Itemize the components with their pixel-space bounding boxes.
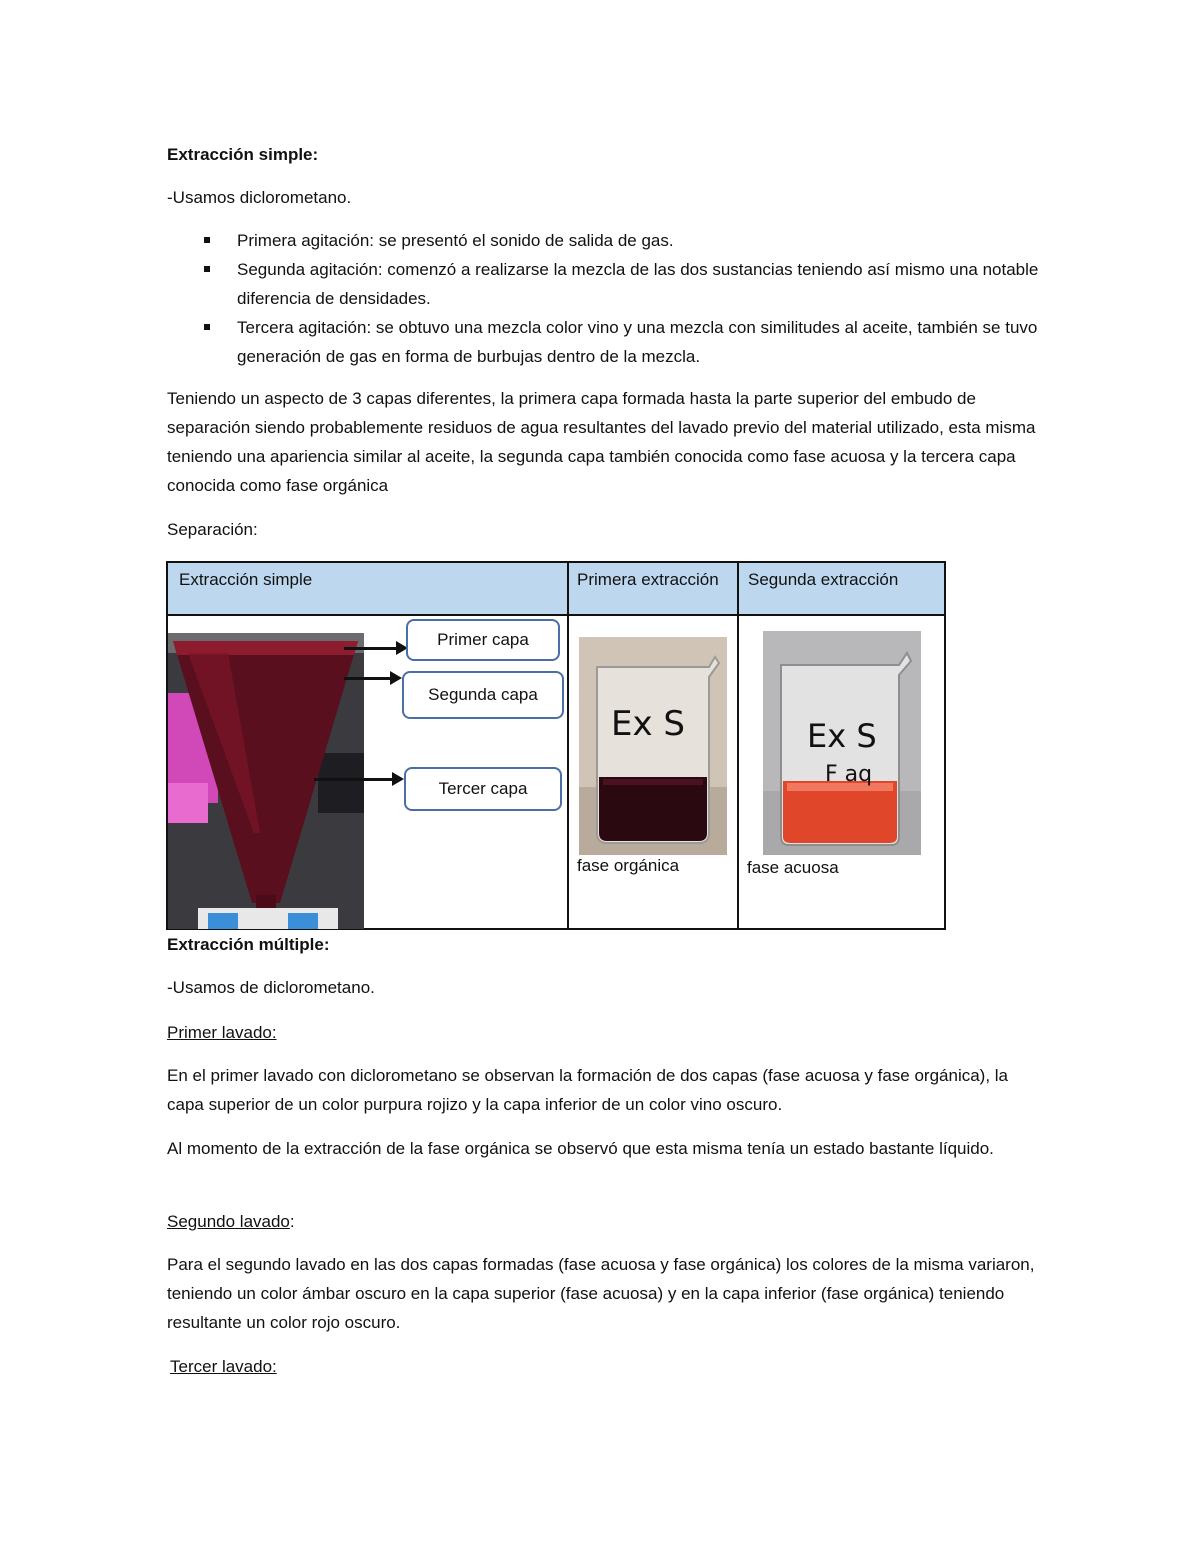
segundo-lavado-paragraph: Para el segundo lavado en las dos capas formadas (fase acuosa y fase orgánica) los colores de la misma variaron, teniendo un color ámbar oscuro en la capa superior (fase acuosa) y en la capa inferior (fase orgánica) teniendo resultante un color rojo oscuro.: [167, 1255, 1035, 1332]
column-divider: [567, 563, 569, 928]
caption-fase-organica: fase orgánica: [577, 856, 680, 875]
header-primera-extraccion: Primera extracción: [577, 570, 719, 589]
primer-lavado-paragraph-1: En el primer lavado con diclorometano se observan la formación de dos capas (fase acuosa y fase orgánica), la capa superior de un color purpura rojizo y la capa inferior de un color vino oscuro.: [167, 1066, 1009, 1114]
intro-line-2: -Usamos de diclorometano.: [167, 978, 375, 997]
agitation-list: [200, 226, 1060, 371]
separation-table: [166, 561, 946, 930]
primer-lavado-paragraph-2: Al momento de la extracción de la fase orgánica se observó que esta misma tenía un estado bastante líquido.: [167, 1139, 994, 1158]
square-bullet-icon: [204, 266, 210, 272]
beaker-organic-phase-photo: [579, 637, 727, 855]
square-bullet-icon: [204, 237, 210, 243]
beaker-illustration: [579, 637, 727, 855]
arrow-right-icon: [344, 677, 392, 680]
arrow-right-icon: [314, 778, 394, 781]
list-item: Tercera agitación: se obtuvo una mezcla color vino y una mezcla con similitudes al aceite, también se tuvo generación de gas en forma de burbujas dentro de la mezcla.: [200, 313, 1060, 371]
beaker-aqueous-phase-photo: [763, 631, 921, 855]
intro-line: -Usamos diclorometano.: [167, 188, 352, 207]
tercer-lavado-heading: Tercer lavado:: [170, 1357, 277, 1376]
beaker-label-text: Ex S: [611, 704, 685, 744]
layers-paragraph: Teniendo un aspecto de 3 capas diferentes, la primera capa formada hasta la parte superior del embudo de separación siendo probablemente residuos de agua resultantes del lavado previo del material utilizado, esta misma teniendo una apariencia similar al aceite, la segunda capa también conocida como fase acuosa y la tercera capa conocida como fase orgánica: [167, 389, 1036, 495]
callout-primer-capa: Primer capa: [406, 619, 560, 661]
beaker-illustration: [763, 631, 921, 855]
separatory-funnel-photo: [168, 633, 364, 929]
beaker-label-text: Ex S: [807, 717, 877, 755]
funnel-illustration: [168, 633, 364, 929]
arrow-right-icon: [344, 647, 398, 650]
section-title-extraccion-simple: Extracción simple:: [167, 145, 319, 164]
square-bullet-icon: [204, 324, 210, 330]
callout-segunda-capa: Segunda capa: [402, 671, 564, 719]
list-item: Primera agitación: se presentó el sonido de salida de gas.: [200, 226, 1060, 255]
beaker-sublabel-text: F aq: [825, 762, 873, 787]
column-divider: [737, 563, 739, 928]
caption-fase-acuosa: fase acuosa: [747, 858, 839, 877]
callout-tercer-capa: Tercer capa: [404, 767, 562, 811]
header-segunda-extraccion: Segunda extracción: [748, 570, 899, 589]
separacion-label: Separación:: [167, 520, 258, 539]
section-title-extraccion-multiple: Extracción múltiple:: [167, 935, 330, 954]
list-item: Segunda agitación: comenzó a realizarse la mezcla de las dos sustancias teniendo así mismo una notable diferencia de densidades.: [200, 255, 1060, 313]
segundo-lavado-heading: Segundo lavado:: [167, 1212, 295, 1231]
header-extraccion-simple: Extracción simple: [179, 570, 313, 589]
primer-lavado-heading: Primer lavado:: [167, 1023, 277, 1042]
